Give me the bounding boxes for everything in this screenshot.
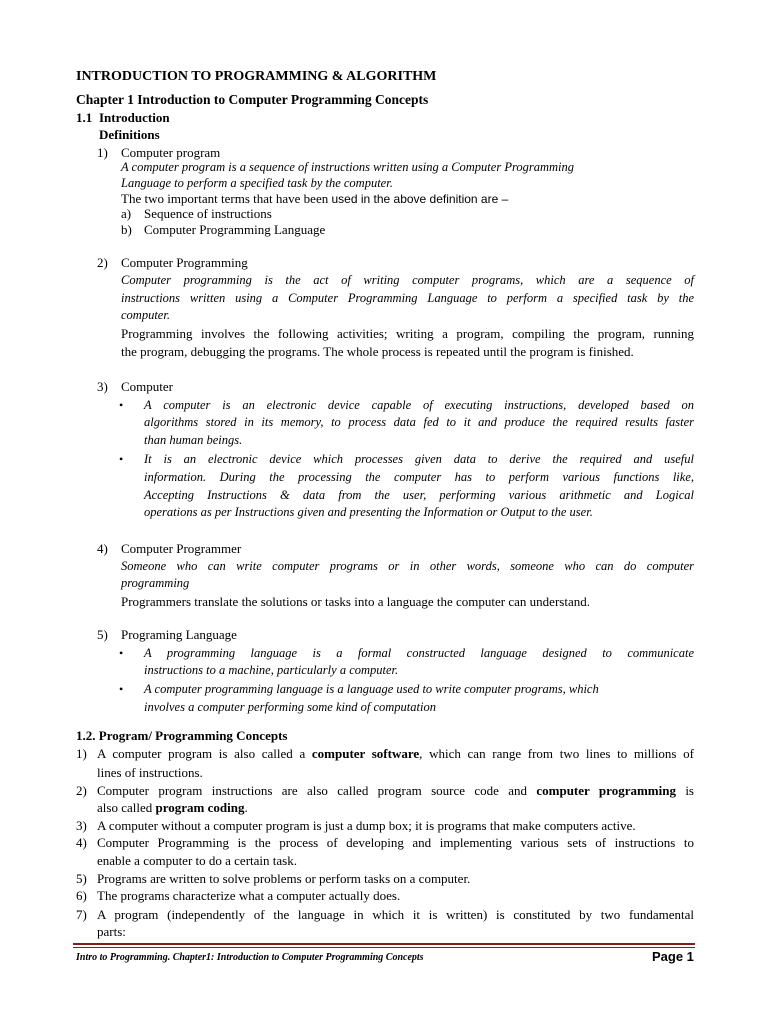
- def2-italic-line2: instructions written using a Computer Programming Language to perform a specified task by the: [121, 291, 694, 305]
- s2-item5-text: Programs are written to solve problems or perform tasks on a computer.: [97, 871, 471, 886]
- footer-text: Intro to Programming. Chapter1: Introduction to Computer Programming Concepts: [76, 952, 424, 963]
- s2-item4-line1: Computer Programming is the process of developing and implementing various sets of instructions to: [97, 835, 694, 850]
- def3-bullet1-line3: than human beings.: [144, 433, 243, 447]
- def3-bullet1-line2: algorithms stored in its memory, to process data fed to it and produce the required results faster: [144, 415, 694, 429]
- chapter-heading: Chapter 1 Introduction to Computer Programming Concepts: [76, 92, 429, 107]
- bullet-icon: •: [119, 398, 124, 412]
- def1-plain: The two important terms that have been used in the above definition are –: [121, 191, 509, 206]
- def3-bullet2-line2: information. During the processing the computer has to perform various functions like,: [144, 470, 694, 484]
- document-title: INTRODUCTION TO PROGRAMMING & ALGORITHM: [76, 69, 437, 84]
- footer-rule-thin: [73, 947, 695, 948]
- s2-item5-number: 5): [76, 871, 87, 886]
- s2-item1-number: 1): [76, 746, 87, 761]
- def2-italic-line3: computer.: [121, 308, 170, 322]
- def3-title: Computer: [121, 379, 173, 394]
- def1-b-number: b): [121, 222, 132, 237]
- s2-item7-line2: parts:: [97, 924, 126, 939]
- def5-number: 5): [97, 627, 108, 642]
- section-title: Introduction: [99, 110, 170, 125]
- def1-italic-line2: Language to perform a specified task by the computer.: [121, 176, 393, 190]
- def1-number: 1): [97, 145, 108, 160]
- s2-item1-line1: A computer program is also called a computer software, which can range from two lines to millions of: [97, 746, 694, 761]
- bullet-icon: •: [119, 452, 124, 466]
- s2-item2-line2: also called program coding.: [97, 800, 248, 815]
- def4-title: Computer Programmer: [121, 541, 242, 556]
- def2-italic-line1: Computer programming is the act of writing computer programs, which are a sequence of: [121, 273, 694, 287]
- s2-item6-number: 6): [76, 888, 87, 903]
- def4-italic-line2: programming: [121, 576, 190, 590]
- def1-a-number: a): [121, 206, 132, 221]
- def1-italic-line1: A computer program is a sequence of instructions written using a Computer Programming: [121, 160, 574, 174]
- s2-item3-number: 3): [76, 818, 87, 833]
- def1-a-text: Sequence of instructions: [144, 206, 272, 221]
- footer-rule: [73, 943, 695, 945]
- section-number: 1.1: [76, 110, 93, 125]
- def2-plain-line1: Programming involves the following activities; writing a program, compiling the program, running: [121, 326, 694, 341]
- def5-bullet2-line1: A computer programming language is a language used to write computer programs, which: [144, 682, 599, 696]
- s2-item7-line1: A program (independently of the language in which it is written) is constituted by two fundamental: [97, 907, 694, 922]
- bullet-icon: •: [119, 682, 124, 696]
- def5-bullet2-line2: involves a computer performing some kind of computation: [144, 700, 436, 714]
- page-number: Page 1: [652, 949, 694, 964]
- def5-bullet1-line1: A programming language is a formal constructed language designed to communicate: [144, 646, 694, 660]
- s2-item1-line2: lines of instructions.: [97, 765, 203, 780]
- def2-plain-line2: the program, debugging the programs. The whole process is repeated until the program is finished.: [121, 344, 634, 359]
- bullet-icon: •: [119, 646, 124, 660]
- def3-number: 3): [97, 379, 108, 394]
- section2-heading: 1.2. Program/ Programming Concepts: [76, 728, 288, 743]
- s2-item3-text: A computer without a computer program is just a dump box; it is programs that make computers active.: [97, 818, 636, 833]
- def5-title: Programing Language: [121, 627, 237, 642]
- def3-bullet2-line1: It is an electronic device which processes given data to derive the required and useful: [144, 452, 694, 466]
- s2-item4-number: 4): [76, 835, 87, 850]
- def4-plain: Programmers translate the solutions or tasks into a language the computer can understand.: [121, 594, 590, 609]
- def2-number: 2): [97, 255, 108, 270]
- def4-number: 4): [97, 541, 108, 556]
- s2-item7-number: 7): [76, 907, 87, 922]
- s2-item6-text: The programs characterize what a computer actually does.: [97, 888, 401, 903]
- s2-item2-number: 2): [76, 783, 87, 798]
- s2-item2-line1: Computer program instructions are also called program source code and computer programming is: [97, 783, 694, 798]
- s2-item4-line2: enable a computer to do a certain task.: [97, 853, 297, 868]
- definitions-heading: Definitions: [99, 127, 160, 142]
- def2-title: Computer Programming: [121, 255, 248, 270]
- def1-b-text: Computer Programming Language: [144, 222, 326, 237]
- def3-bullet2-line3: Accepting Instructions & data from the user, performing various arithmetic and Logical: [144, 488, 694, 502]
- def3-bullet2-line4: operations as per Instructions given and presenting the Information or Output to the user.: [144, 505, 593, 519]
- def3-bullet1-line1: A computer is an electronic device capable of executing instructions, developed based on: [144, 398, 694, 412]
- def4-italic-line1: Someone who can write computer programs or in other words, someone who can do computer: [121, 559, 694, 573]
- def1-title: Computer program: [121, 145, 221, 160]
- def5-bullet1-line2: instructions to a machine, particularly a computer.: [144, 663, 399, 677]
